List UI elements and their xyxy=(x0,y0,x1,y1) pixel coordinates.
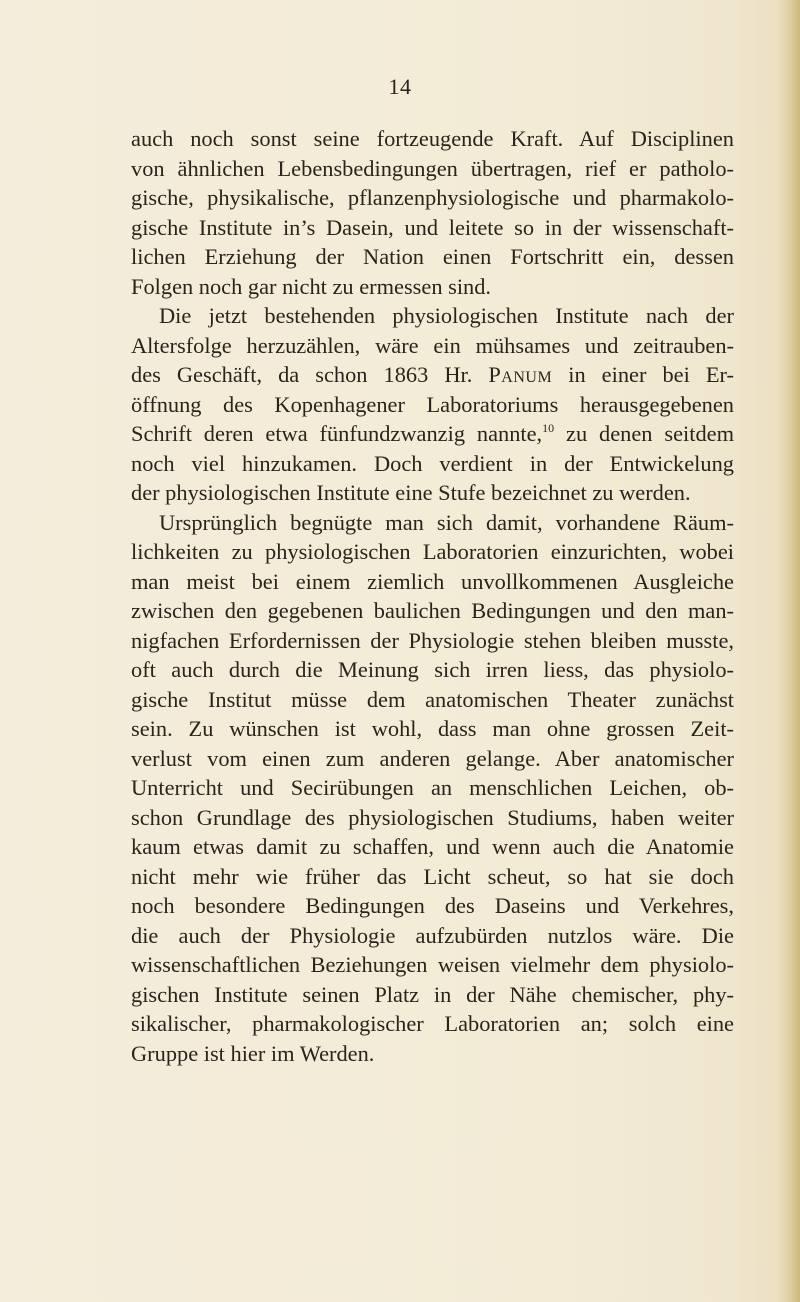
text-line: schon Grundlage des physiologischen Studiums, haben weiter xyxy=(131,804,734,830)
text-line: noch besondere Bedingungen des Daseins und Verkehres, xyxy=(131,893,734,918)
page-number: 14 xyxy=(388,74,412,99)
text-line: kaum etwas damit zu schaffen, und wenn auch die Anatomie xyxy=(131,834,734,859)
text-line: gischen Institute seinen Platz in der Nähe chemischer, phy- xyxy=(131,981,734,1007)
text-segment: zu denen seitdem xyxy=(554,421,735,446)
text-line: Unterricht und Secirübungen an menschlichen Leichen, ob- xyxy=(131,775,734,800)
paragraph-end-line: der physiologischen Institute eine Stufe bezeichnet zu werden. xyxy=(131,480,691,505)
text-line: von ähnlichen Lebensbedingungen übertragen, rief er patholo- xyxy=(131,155,734,181)
paragraph-end-line: Gruppe ist hier im Werden. xyxy=(131,1040,375,1066)
text-line: nicht mehr wie früher das Licht scheut, so hat sie doch xyxy=(131,863,734,889)
text-line: lichen Erziehung der Nation einen Fortschritt ein, dessen xyxy=(131,244,734,269)
text-line: gische Institute in’s Dasein, und leitete so in der wissenschaft- xyxy=(131,214,734,240)
text-line: auch noch sonst seine fortzeugende Kraft. Auf Disciplinen xyxy=(131,126,734,151)
text-line: die auch der Physiologie aufzubürden nutzlos wäre. Die xyxy=(131,922,734,948)
text-line: oft auch durch die Meinung sich irren liess, das physiolo- xyxy=(131,657,734,682)
text-line: noch viel hinzukamen. Doch verdient in der Entwickelung xyxy=(131,450,734,476)
text-line: Altersfolge herzuzählen, wäre ein mühsames und zeitrauben- xyxy=(131,332,734,358)
footnote-marker: 10 xyxy=(542,421,555,435)
text-line: wissenschaftlichen Beziehungen weisen vielmehr dem physiolo- xyxy=(131,952,734,977)
paragraph-start-line: Die jetzt bestehenden physiologischen Institute nach der xyxy=(159,303,734,328)
text-line: nigfachen Erfordernissen der Physiologie stehen bleiben musste, xyxy=(131,627,734,653)
body-text xyxy=(131,124,734,1068)
text-line-with-footnote xyxy=(131,419,734,449)
paragraph-start-line: Ursprünglich begnügte man sich damit, vorhandene Räum- xyxy=(159,509,734,535)
text-line: öffnung des Kopenhagener Laboratoriums herausgegebenen xyxy=(131,391,734,417)
text-line: man meist bei einem ziemlich unvollkommenen Ausgleiche xyxy=(131,568,734,594)
text-line: verlust vom einen zum anderen gelange. Aber anatomischer xyxy=(131,745,734,771)
text-segment: in einer bei Er- xyxy=(552,362,734,387)
text-segment: des Geschäft, da schon 1863 Hr. xyxy=(131,362,489,387)
text-line: lichkeiten zu physiologischen Laboratorien einzurichten, wobei xyxy=(131,539,734,564)
paragraph-end-line: Folgen noch gar nicht zu ermessen sind. xyxy=(131,273,492,299)
text-line-with-name xyxy=(131,360,734,390)
text-line: sein. Zu wünschen ist wohl, dass man ohne grossen Zeit- xyxy=(131,716,734,741)
text-segment: Schrift deren etwa fünfundzwanzig nannte, xyxy=(131,421,543,446)
text-line: zwischen den gegebenen baulichen Bedingungen und den man- xyxy=(131,598,734,623)
author-name-panum: Panum xyxy=(488,362,553,387)
text-line: gische Institut müsse dem anatomischen Theater zunächst xyxy=(131,686,734,712)
text-line: sikalischer, pharmakologischer Laboratorien an; solch eine xyxy=(131,1011,734,1036)
text-line: gische, physikalische, pflanzenphysiologische und pharmakolo- xyxy=(131,185,734,210)
page-edge-shadow xyxy=(778,0,800,1302)
